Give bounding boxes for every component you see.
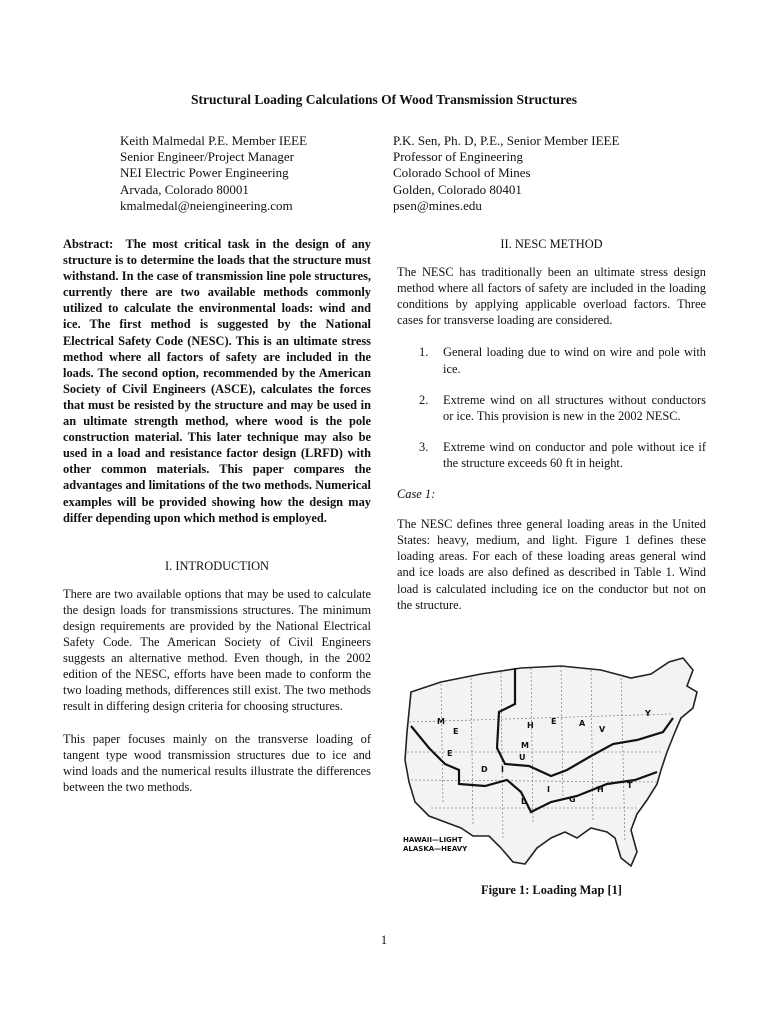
list-item-number: 3. xyxy=(419,439,429,454)
introduction-heading: I. INTRODUCTION xyxy=(165,558,269,573)
list-item xyxy=(397,344,706,376)
introduction-paragraph: There are two available options that may be used to calculate the design loads for transmissions structures. The minimum design requirements are provided by the National Electrical Safety Code. The American Society of Civil Engineers suggests an alternative method. Even though, in the 2002 edition of the NESC, efforts have been made to conform the two loading methods, differences still exist. The two methods result in differing design criteria for choosing structures. xyxy=(63,586,371,714)
page-number: 1 xyxy=(380,933,388,947)
map-legend xyxy=(403,836,467,854)
nesc-method-heading: II. NESC METHOD xyxy=(500,237,603,251)
nesc-intro-paragraph: The NESC has traditionally been an ultimate stress design method where all factors of safety are included in the loading conditions by applying applicable overload factors. Three cases for transverse loading are considered. xyxy=(397,265,706,328)
list-item-number: 1. xyxy=(419,345,429,360)
svg-text:V: V xyxy=(599,725,606,734)
svg-text:I: I xyxy=(501,765,504,774)
abstract-text: The most critical task in the design of any structure is to determine the loads that the structure must withstand. In the case of transmission line pole structures, currently there are two available methods commonly utilized to calculate the environmental loads: wind and ice. The first method is suggested by the National Electrical Safety Code (NESC). This is an ultimate stress method where all factors of safety are included in the loads. The second option, recommended by the American Society of Civil Engineers (ASCE), calculates the forces that must be resisted by the structure and may be used in an ultimate strength method, where wood is the pole construction material. This later technique may also be used in a load and resistance factor design (LRFD) with other common materials. This paper compares the advantages and limitations of the two methods. Numerical examples will be provided showing how the design may differ depending upon which method is employed. xyxy=(63,237,371,525)
figure-caption: Figure 1: Loading Map [1] xyxy=(481,883,622,897)
left-column xyxy=(63,236,371,811)
svg-text:I: I xyxy=(547,785,550,794)
svg-text:L: L xyxy=(521,797,527,806)
svg-text:G: G xyxy=(569,795,576,804)
abstract xyxy=(63,236,371,526)
legend-alaska: ALASKA—HEAVY xyxy=(403,845,468,853)
svg-text:E: E xyxy=(551,717,557,726)
author-location: Arvada, Colorado 80001 xyxy=(120,181,249,197)
author-block-right xyxy=(393,133,619,214)
svg-text:Y: Y xyxy=(645,709,651,718)
introduction-paragraph: This paper focuses mainly on the transverse loading of tangent type wood transmission structures due to ice and wind loads and the numerical results illustrate the differences between the two methods. xyxy=(63,731,371,794)
author-location: Golden, Colorado 80401 xyxy=(393,181,522,197)
author-position: Senior Engineer/Project Manager xyxy=(120,149,294,165)
svg-text:E: E xyxy=(447,749,453,758)
svg-text:M: M xyxy=(521,741,529,750)
us-outline xyxy=(405,658,697,866)
author-position: Professor of Engineering xyxy=(393,149,523,165)
svg-text:H: H xyxy=(597,785,604,794)
case-1-label: Case 1: xyxy=(397,487,436,502)
loading-cases-list xyxy=(397,344,706,471)
author-name: Keith Malmedal P.E. Member IEEE xyxy=(120,133,308,148)
svg-text:E: E xyxy=(453,727,459,736)
list-item xyxy=(397,392,706,424)
list-item-text: Extreme wind on all structures without conductors or ice. This provision is new in the 2002 NESC. xyxy=(443,392,706,423)
svg-text:T: T xyxy=(627,781,633,790)
loading-map-figure xyxy=(401,652,707,874)
paper-title: Structural Loading Calculations Of Wood Transmission Structures xyxy=(190,92,578,107)
case-1-paragraph: The NESC defines three general loading areas in the United States: heavy, medium, and light. Figure 1 defines these loading areas. For each of these loading areas general wind and ice loads are also defined as described in Table 1. Wind load is calculated including ice on the conductor but not on the structure. xyxy=(397,517,706,612)
svg-text:A: A xyxy=(579,719,586,728)
list-item xyxy=(397,439,706,471)
right-column xyxy=(397,236,706,629)
svg-text:H: H xyxy=(527,721,534,730)
author-email: kmalmedal@neiengineering.com xyxy=(120,197,293,213)
svg-text:M: M xyxy=(437,717,445,726)
abstract-label: Abstract: xyxy=(63,237,114,251)
author-block-left xyxy=(120,133,307,214)
legend-hawaii: HAWAII—LIGHT xyxy=(403,836,463,844)
list-item-text: General loading due to wind on wire and pole with ice. xyxy=(443,345,706,376)
list-item-number: 2. xyxy=(419,392,429,407)
author-name: P.K. Sen, Ph. D, P.E., Senior Member IEEE xyxy=(393,133,620,148)
author-organization: Colorado School of Mines xyxy=(393,165,531,181)
list-item-text: Extreme wind on conductor and pole without ice if the structure exceeds 60 ft in height. xyxy=(443,439,706,470)
author-email: psen@mines.edu xyxy=(393,197,482,213)
svg-text:D: D xyxy=(481,765,488,774)
svg-text:U: U xyxy=(519,753,526,762)
author-organization: NEI Electric Power Engineering xyxy=(120,165,289,181)
